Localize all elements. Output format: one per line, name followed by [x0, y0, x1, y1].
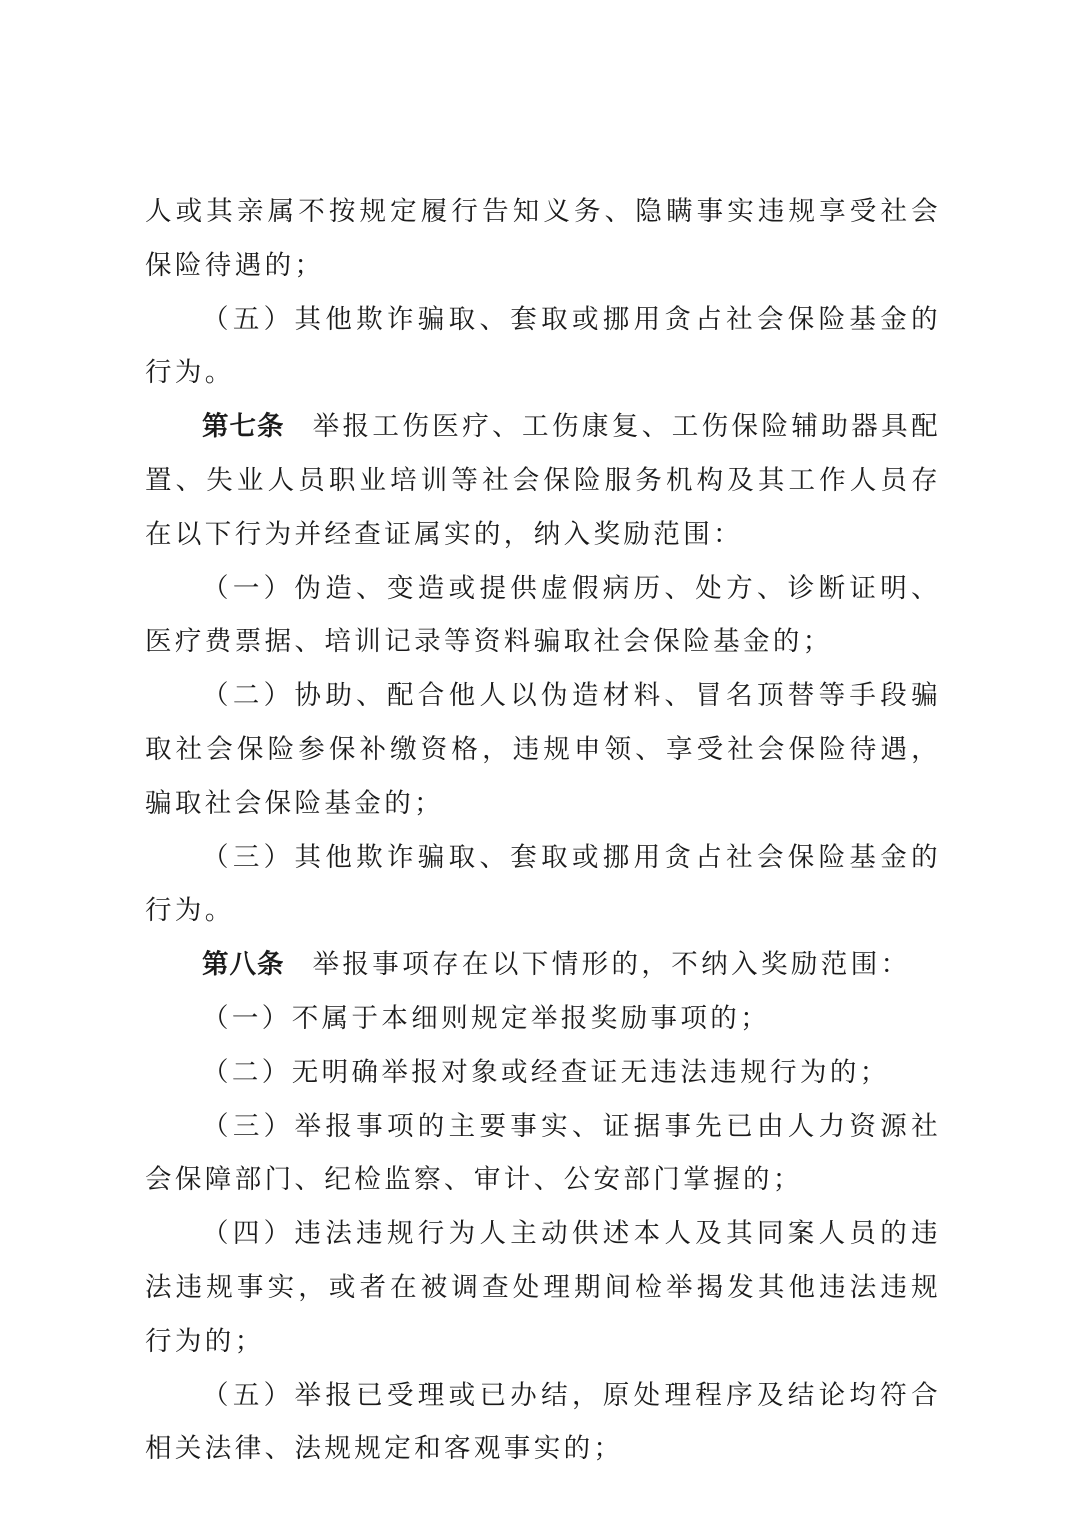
paragraph-text: （五）其他欺诈骗取、套取或挪用贪占社会保险基金的行为。 — [145, 303, 941, 389]
article-heading: 第七条 — [202, 411, 285, 443]
paragraph-text: （四）违法违规行为人主动供述本人及其同案人员的违法违规事实，或者在被调查处理期间检举揭发其他违法违规行为的； — [145, 1218, 941, 1357]
paragraph — [145, 1100, 941, 1208]
paragraph — [145, 1046, 941, 1100]
paragraph — [145, 669, 941, 830]
paragraph-text: 举报事项存在以下情形的，不纳入奖励范围： — [312, 949, 911, 981]
paragraph-text: （一）不属于本细则规定举报奖励事项的； — [202, 1002, 771, 1034]
paragraph-text: （三）其他欺诈骗取、套取或挪用贪占社会保险基金的行为。 — [145, 841, 941, 927]
paragraph — [145, 185, 941, 293]
document-body — [145, 185, 941, 1476]
paragraph — [145, 293, 941, 401]
article-paragraph — [145, 938, 941, 992]
paragraph — [145, 831, 941, 939]
paragraph-text: （二）协助、配合他人以伪造材料、冒名顶替等手段骗取社会保险参保补缴资格，违规申领、享受社会保险待遇，骗取社会保险基金的； — [145, 680, 941, 819]
paragraph-text: （三）举报事项的主要事实、证据事先已由人力资源社会保障部门、纪检监察、审计、公安部门掌握的； — [145, 1110, 941, 1196]
paragraph — [145, 992, 941, 1046]
paragraph-text: （五）举报已受理或已办结，原处理程序及结论均符合相关法律、法规规定和客观事实的； — [145, 1379, 941, 1465]
article-heading: 第八条 — [202, 949, 285, 981]
paragraph-text: （一）伪造、变造或提供虚假病历、处方、诊断证明、医疗费票据、培训记录等资料骗取社会保险基金的； — [145, 572, 941, 658]
paragraph-text: 举报工伤医疗、工伤康复、工伤保险辅助器具配置、失业人员职业培训等社会保险服务机构及其工作人员存在以下行为并经查证属实的，纳入奖励范围： — [145, 411, 941, 550]
paragraph — [145, 1369, 941, 1477]
paragraph — [145, 1207, 941, 1368]
paragraph-text: （二）无明确举报对象或经查证无违法违规行为的； — [202, 1056, 890, 1088]
article-paragraph — [145, 400, 941, 561]
paragraph — [145, 562, 941, 670]
paragraph-text: 人或其亲属不按规定履行告知义务、隐瞒事实违规享受社会保险待遇的； — [145, 196, 941, 281]
